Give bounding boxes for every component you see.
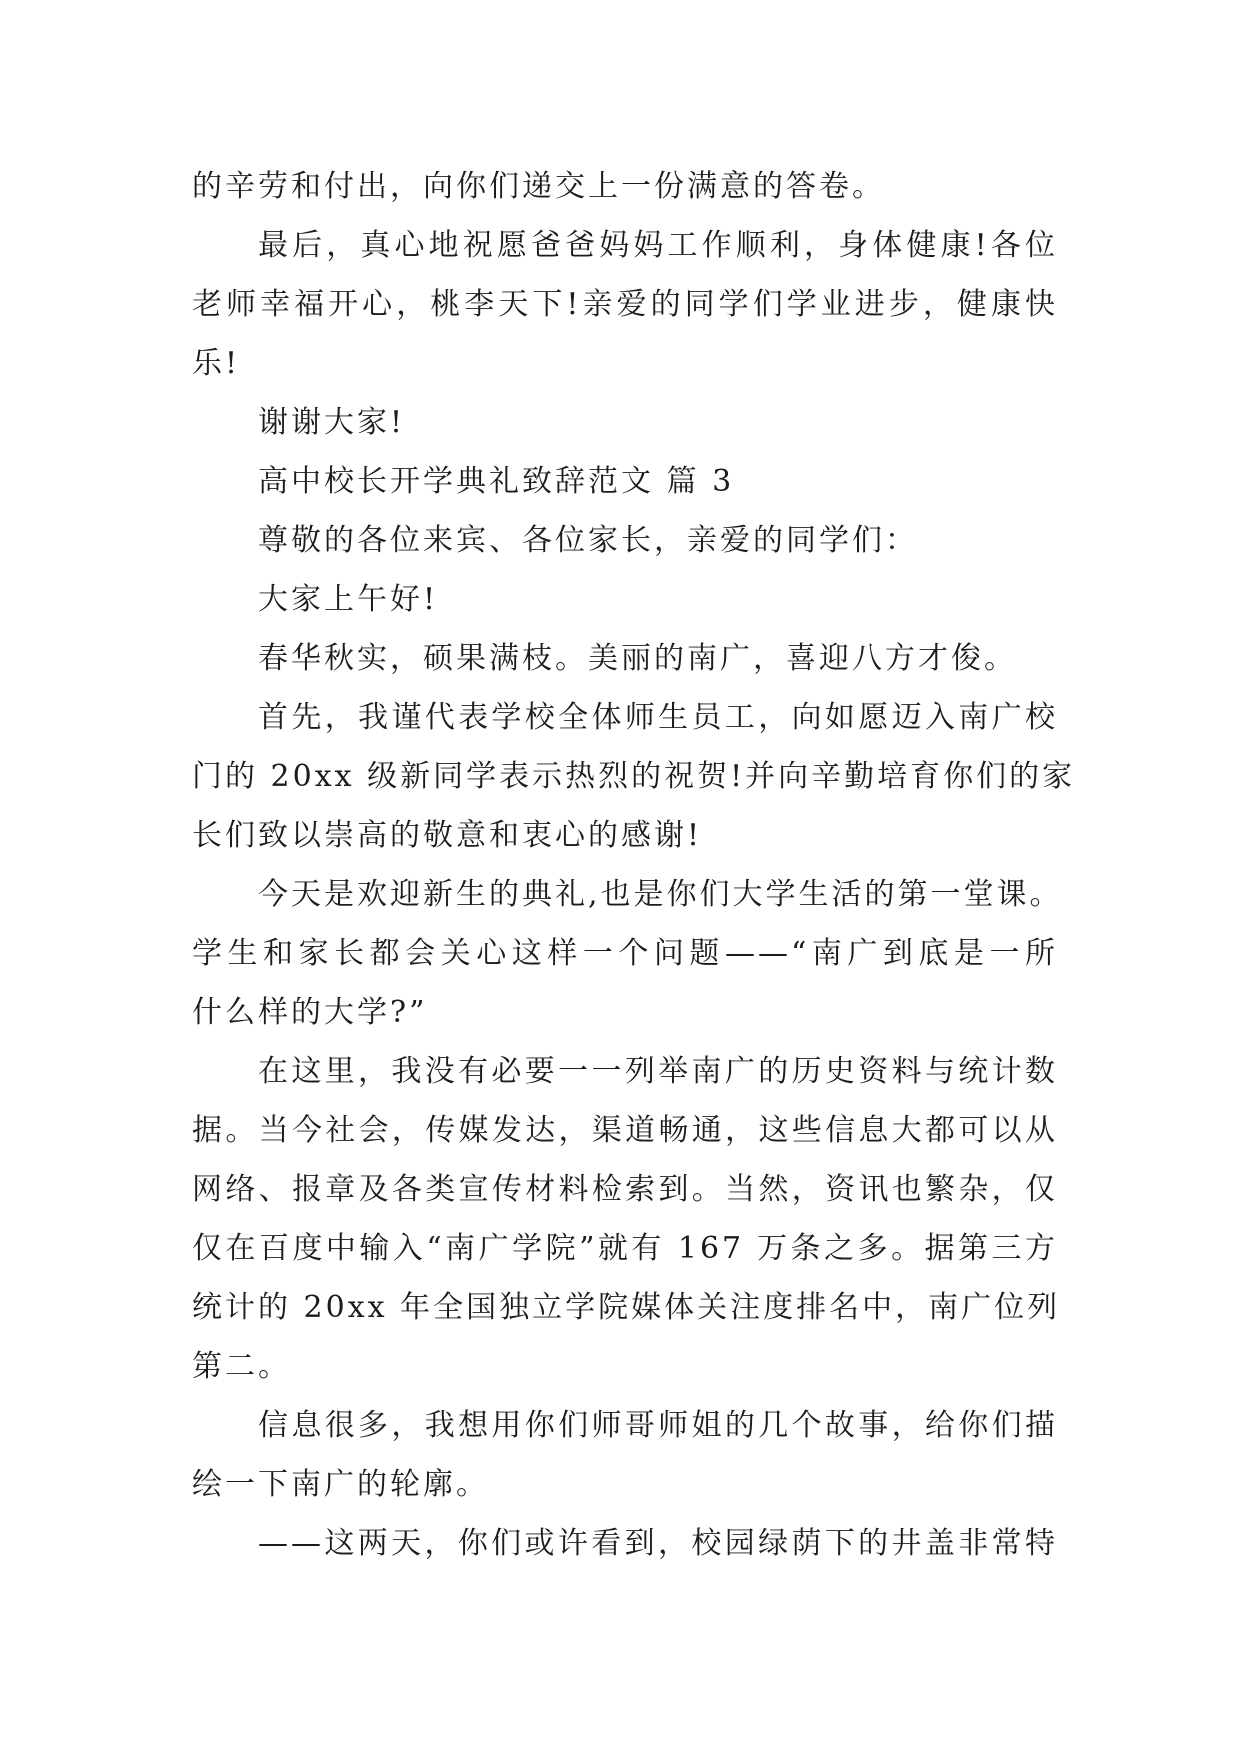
text-line: 春华秋实，硕果满枝。美丽的南广，喜迎八方才俊。 — [258, 641, 1017, 676]
text-line: 最后，真心地祝愿爸爸妈妈工作顺利，身体健康!各位 — [258, 228, 1058, 263]
paragraph — [192, 157, 1058, 216]
text-line: 统计的 20xx 年全国独立学院媒体关注度排名中，南广位列 — [192, 1290, 1061, 1325]
text-line: 第二。 — [192, 1349, 291, 1384]
greeting — [192, 570, 1058, 629]
text-line: 谢谢大家! — [258, 405, 406, 440]
text-line: 门的 20xx 级新同学表示热烈的祝贺!并向辛勤培育你们的家 — [192, 759, 1076, 794]
paragraph — [192, 393, 1058, 452]
text-line: ——这两天，你们或许看到，校园绿荫下的井盖非常特 — [258, 1526, 1058, 1561]
text-line: 信息很多，我想用你们师哥师姐的几个故事，给你们描 — [258, 1408, 1058, 1443]
paragraph — [192, 865, 1063, 1042]
text-line: 仅在百度中输入“南广学院”就有 167 万条之多。据第三方 — [192, 1231, 1058, 1266]
paragraph — [192, 1396, 1058, 1514]
document-body — [192, 157, 1076, 1573]
section-title — [192, 452, 1058, 511]
text-line: 网络、报章及各类宣传材料检索到。当然，资讯也繁杂，仅 — [192, 1172, 1058, 1207]
text-line: 的辛劳和付出，向你们递交上一份满意的答卷。 — [192, 169, 885, 204]
salutation — [192, 511, 1058, 570]
text-line: 首先，我谨代表学校全体师生员工，向如愿迈入南广校 — [258, 700, 1058, 735]
text-line: 长们致以崇高的敬意和衷心的感谢! — [192, 818, 703, 853]
text-line: 大家上午好! — [258, 582, 439, 617]
paragraph — [192, 1042, 1061, 1396]
text-line: 老师幸福开心，桃李天下!亲爱的同学们学业进步，健康快 — [192, 287, 1058, 322]
text-line: 在这里，我没有必要一一列举南广的历史资料与统计数 — [258, 1054, 1058, 1089]
paragraph — [192, 629, 1058, 688]
text-line: 尊敬的各位来宾、各位家长，亲爱的同学们： — [258, 523, 918, 558]
text-line: 据。当今社会，传媒发达，渠道畅通，这些信息大都可以从 — [192, 1113, 1058, 1148]
paragraph — [192, 688, 1076, 865]
text-line: 学生和家长都会关心这样一个问题——“南广到底是一所 — [192, 936, 1058, 971]
section-title-text: 高中校长开学典礼致辞范文 篇 3 — [258, 464, 735, 499]
text-line: 绘一下南广的轮廓。 — [192, 1467, 489, 1502]
paragraph — [192, 216, 1058, 393]
text-line: 今天是欢迎新生的典礼,也是你们大学生活的第一堂课。 — [258, 877, 1063, 912]
text-line: 乐! — [192, 346, 241, 381]
text-line: 什么样的大学?” — [192, 995, 428, 1030]
paragraph — [192, 1514, 1058, 1573]
